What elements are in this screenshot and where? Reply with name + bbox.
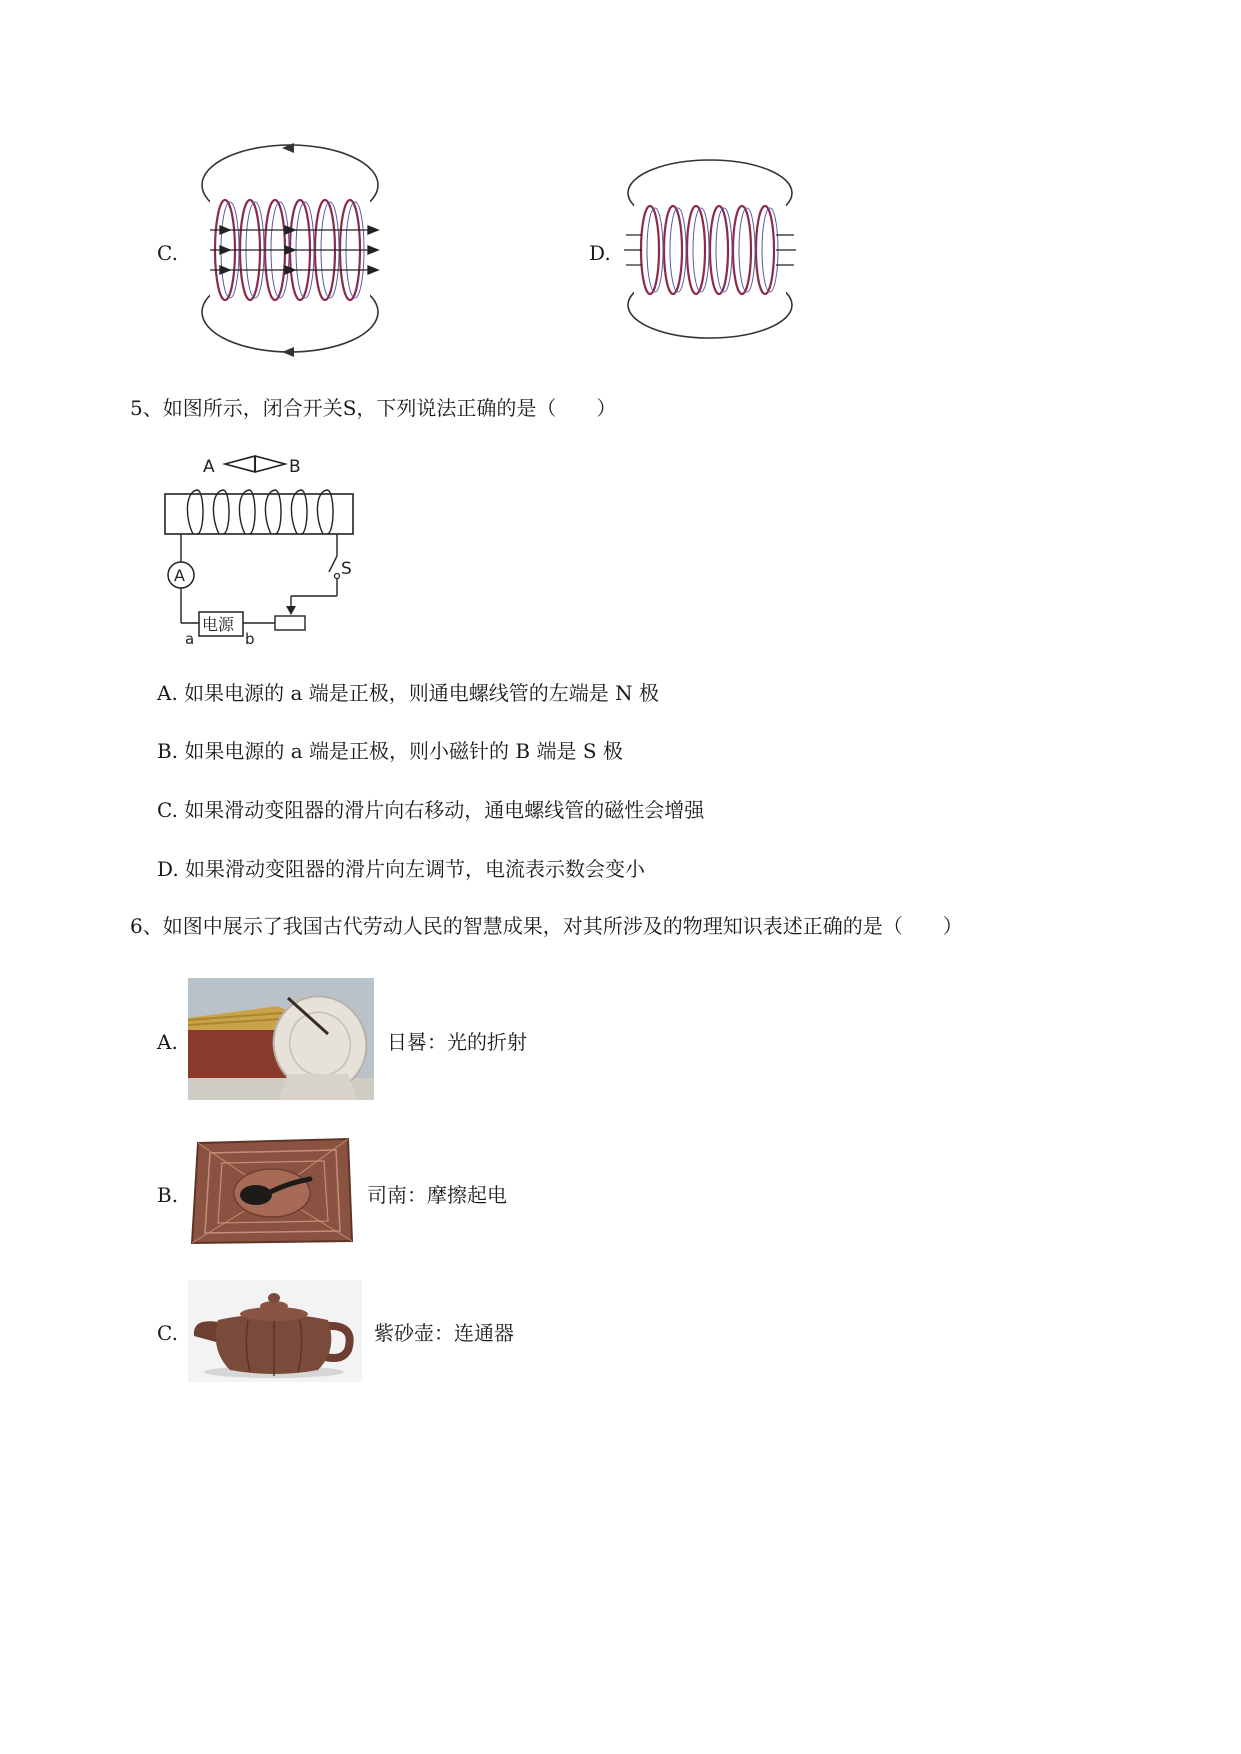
q5-option-d-label: D.	[157, 857, 179, 881]
q5-option-a-text: 如果电源的 a 端是正极，则通电螺线管的左端是 N 极	[184, 681, 660, 705]
q6-option-a-label: A.	[157, 1030, 178, 1054]
q5-option-c	[157, 797, 704, 823]
q5-stem: 5、如图所示，闭合开关S，下列说法正确的是（ ）	[130, 396, 617, 420]
q5-option-a	[157, 680, 659, 706]
solenoid-figure-c	[190, 140, 390, 360]
q6-option-a-text: 日晷：光的折射	[387, 1030, 527, 1054]
q5-option-d	[157, 856, 645, 882]
q6-option-b-label: B.	[157, 1183, 179, 1207]
ammeter-label: A	[174, 566, 185, 585]
terminal-b-label: b	[245, 630, 255, 648]
q5-option-b	[157, 738, 623, 764]
clay-teapot-image	[188, 1280, 362, 1382]
option-d-label: D.	[589, 241, 611, 265]
q6-stem: 6、如图中展示了我国古代劳动人民的智慧成果，对其所涉及的物理知识表述正确的是（ ）	[130, 914, 963, 938]
q5-option-c-text: 如果滑动变阻器的滑片向右移动，通电螺线管的磁性会增强	[184, 798, 705, 822]
option-c-label: C.	[157, 241, 178, 265]
q6-option-c-text: 紫砂壶：连通器	[374, 1321, 514, 1345]
switch-label: S	[341, 559, 352, 579]
power-source-label: 电源	[202, 615, 235, 634]
sinan-compass-image	[188, 1137, 354, 1245]
needle-label-a: A	[203, 457, 215, 477]
needle-label-b: B	[289, 457, 301, 477]
q5-option-b-label: B.	[157, 739, 179, 763]
sundial-image	[188, 978, 374, 1100]
q5-option-c-label: C.	[157, 798, 178, 822]
q5-option-a-label: A.	[157, 681, 178, 705]
q5-option-b-text: 如果电源的 a 端是正极，则小磁针的 B 端是 S 极	[184, 739, 623, 763]
q5-option-d-text: 如果滑动变阻器的滑片向左调节，电流表示数会变小	[185, 857, 646, 881]
q6-option-c-label: C.	[157, 1321, 178, 1345]
q5-circuit-figure	[155, 448, 375, 648]
q6-option-b-text: 司南：摩擦起电	[367, 1183, 507, 1207]
terminal-a-label: a	[185, 630, 195, 648]
solenoid-figure-d	[620, 155, 800, 345]
